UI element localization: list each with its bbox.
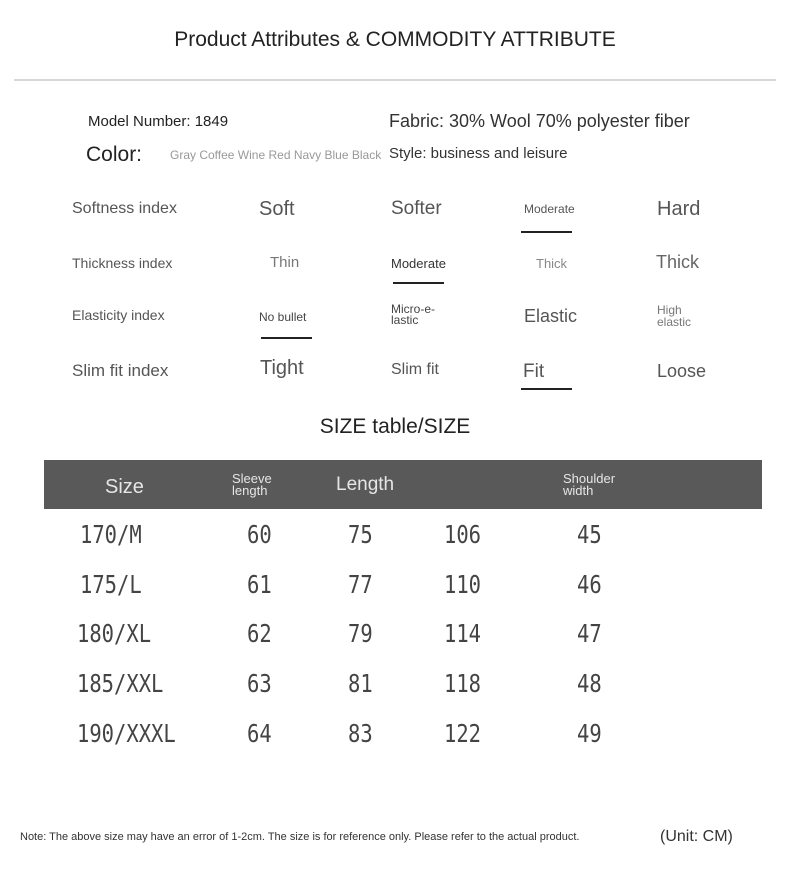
- elasticity-option-no-bullet: No bullet: [259, 310, 307, 324]
- elasticity-selected-underline: [261, 337, 312, 339]
- cell-chest: 114: [444, 619, 482, 648]
- color-values: Gray Coffee Wine Red Navy Blue Black: [170, 148, 382, 162]
- elasticity-option-elastic: Elastic: [524, 306, 578, 326]
- unit-label: (Unit: CM): [660, 828, 733, 845]
- softness-option-softer: Softer: [391, 198, 442, 219]
- fabric-info: Fabric: 30% Wool 70% polyester fiber: [389, 111, 690, 131]
- cell-sleeve: 60: [247, 520, 272, 549]
- fit-selected-underline: [521, 388, 572, 390]
- cell-length: 77: [348, 570, 373, 599]
- size-table-title: SIZE table/SIZE: [319, 415, 471, 438]
- model-number: Model Number: 1849: [88, 113, 229, 130]
- fit-option-loose: Loose: [657, 361, 707, 381]
- cell-shoulder: 48: [577, 669, 602, 698]
- header-sleeve-length: Sleeve length: [232, 471, 272, 498]
- cell-sleeve: 64: [247, 719, 272, 748]
- cell-shoulder: 49: [577, 719, 602, 748]
- thickness-option-thick-2: Thick: [656, 252, 700, 272]
- page-title: Product Attributes & COMMODITY ATTRIBUTE: [174, 28, 616, 51]
- header-length: Length: [336, 474, 395, 495]
- elasticity-option-micro-elastic: Micro-e- lastic: [391, 302, 435, 327]
- cell-sleeve: 63: [247, 669, 272, 698]
- cell-size: 180/XL: [77, 619, 152, 648]
- cell-length: 83: [348, 719, 373, 748]
- size-note: Note: The above size may have an error of 1-2cm. The size is for reference only. Please refer to the actual product.: [20, 831, 580, 843]
- thickness-selected-underline: [393, 282, 444, 284]
- header-size: Size: [105, 476, 144, 498]
- thickness-option-thin: Thin: [270, 254, 300, 271]
- cell-length: 81: [348, 669, 373, 698]
- fit-option-slim-fit: Slim fit: [391, 361, 439, 378]
- header-shoulder-width: Shoulder width: [563, 471, 616, 498]
- cell-size: 170/M: [80, 520, 142, 549]
- softness-option-hard: Hard: [657, 198, 701, 220]
- thickness-option-thick: Thick: [536, 256, 568, 271]
- size-table-header: [44, 460, 762, 509]
- fit-option-fit: Fit: [523, 361, 545, 382]
- cell-size: 190/XXXL: [77, 719, 176, 748]
- softness-option-moderate: Moderate: [524, 202, 575, 216]
- thickness-index-label: Thickness index: [72, 255, 173, 271]
- title-divider: [14, 79, 776, 81]
- style-info: Style: business and leisure: [389, 145, 568, 162]
- slim-fit-index-label: Slim fit index: [72, 361, 169, 380]
- cell-shoulder: 45: [577, 520, 602, 549]
- cell-size: 175/L: [80, 570, 142, 599]
- softness-selected-underline: [521, 231, 572, 233]
- cell-sleeve: 62: [247, 619, 272, 648]
- cell-size: 185/XXL: [77, 669, 164, 698]
- color-label: Color:: [86, 143, 143, 166]
- cell-chest: 118: [444, 669, 482, 698]
- softness-index-label: Softness index: [72, 200, 177, 217]
- cell-length: 79: [348, 619, 373, 648]
- thickness-option-moderate: Moderate: [391, 256, 446, 271]
- cell-sleeve: 61: [247, 570, 272, 599]
- cell-shoulder: 47: [577, 619, 602, 648]
- fit-option-tight: Tight: [260, 357, 304, 379]
- cell-chest: 106: [444, 520, 482, 549]
- cell-chest: 122: [444, 719, 482, 748]
- cell-length: 75: [348, 520, 373, 549]
- elasticity-index-label: Elasticity index: [72, 307, 165, 323]
- elasticity-option-high-elastic: High elastic: [657, 303, 692, 329]
- cell-chest: 110: [444, 570, 482, 599]
- cell-shoulder: 46: [577, 570, 602, 599]
- softness-option-soft: Soft: [259, 198, 295, 220]
